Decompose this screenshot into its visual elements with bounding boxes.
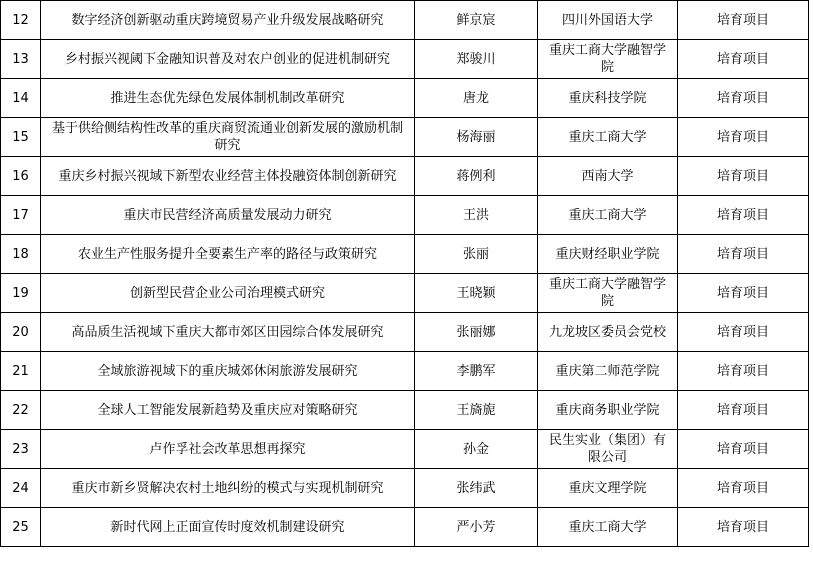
project-type: 培育项目	[678, 313, 809, 352]
project-type: 培育项目	[678, 391, 809, 430]
row-number: 19	[1, 274, 41, 313]
project-leader: 王晓颖	[415, 274, 538, 313]
organization: 重庆工商大学融智学院	[538, 274, 678, 313]
organization: 重庆工商大学	[538, 118, 678, 157]
organization: 重庆财经职业学院	[538, 235, 678, 274]
project-type: 培育项目	[678, 508, 809, 547]
project-type: 培育项目	[678, 40, 809, 79]
table-row	[1, 391, 809, 430]
project-type: 培育项目	[678, 274, 809, 313]
project-type: 培育项目	[678, 352, 809, 391]
organization: 重庆工商大学融智学院	[538, 40, 678, 79]
project-title: 推进生态优先绿色发展体制机制改革研究	[41, 79, 415, 118]
project-leader: 王洪	[415, 196, 538, 235]
project-title: 全域旅游视域下的重庆城郊休闲旅游发展研究	[41, 352, 415, 391]
project-type: 培育项目	[678, 79, 809, 118]
project-leader: 李鹏军	[415, 352, 538, 391]
project-title: 农业生产性服务提升全要素生产率的路径与政策研究	[41, 235, 415, 274]
table-row	[1, 196, 809, 235]
organization: 九龙坡区委员会党校	[538, 313, 678, 352]
project-leader: 张纬武	[415, 469, 538, 508]
row-number: 20	[1, 313, 41, 352]
project-type: 培育项目	[678, 157, 809, 196]
project-type: 培育项目	[678, 430, 809, 469]
project-leader: 郑骏川	[415, 40, 538, 79]
table-row	[1, 430, 809, 469]
project-type: 培育项目	[678, 196, 809, 235]
project-type: 培育项目	[678, 469, 809, 508]
table-row	[1, 118, 809, 157]
table-row	[1, 40, 809, 79]
project-title: 新时代网上正面宣传时度效机制建设研究	[41, 508, 415, 547]
project-title: 高品质生活视域下重庆大都市郊区田园综合体发展研究	[41, 313, 415, 352]
table-row	[1, 352, 809, 391]
table-row	[1, 469, 809, 508]
organization: 西南大学	[538, 157, 678, 196]
project-title: 乡村振兴视阈下金融知识普及对农户创业的促进机制研究	[41, 40, 415, 79]
project-table-body	[1, 1, 809, 547]
row-number: 22	[1, 391, 41, 430]
project-type: 培育项目	[678, 118, 809, 157]
project-title: 卢作孚社会改革思想再探究	[41, 430, 415, 469]
project-type: 培育项目	[678, 1, 809, 40]
table-row	[1, 235, 809, 274]
project-title: 全球人工智能发展新趋势及重庆应对策略研究	[41, 391, 415, 430]
project-title: 创新型民营企业公司治理模式研究	[41, 274, 415, 313]
project-type: 培育项目	[678, 235, 809, 274]
table-row	[1, 274, 809, 313]
row-number: 14	[1, 79, 41, 118]
organization: 重庆科技学院	[538, 79, 678, 118]
table-row	[1, 79, 809, 118]
row-number: 25	[1, 508, 41, 547]
project-title: 重庆乡村振兴视域下新型农业经营主体投融资体制创新研究	[41, 157, 415, 196]
project-title: 重庆市新乡贤解决农村土地纠纷的模式与实现机制研究	[41, 469, 415, 508]
row-number: 24	[1, 469, 41, 508]
project-leader: 蒋例利	[415, 157, 538, 196]
project-title: 数字经济创新驱动重庆跨境贸易产业升级发展战略研究	[41, 1, 415, 40]
project-leader: 王旖旎	[415, 391, 538, 430]
row-number: 23	[1, 430, 41, 469]
table-row	[1, 157, 809, 196]
organization: 重庆工商大学	[538, 508, 678, 547]
project-leader: 孙金	[415, 430, 538, 469]
table-row	[1, 1, 809, 40]
project-leader: 杨海丽	[415, 118, 538, 157]
organization: 重庆商务职业学院	[538, 391, 678, 430]
project-title: 重庆市民营经济高质量发展动力研究	[41, 196, 415, 235]
project-leader: 唐龙	[415, 79, 538, 118]
organization: 重庆工商大学	[538, 196, 678, 235]
row-number: 13	[1, 40, 41, 79]
organization: 民生实业（集团）有限公司	[538, 430, 678, 469]
project-title: 基于供给侧结构性改革的重庆商贸流通业创新发展的激励机制研究	[41, 118, 415, 157]
row-number: 21	[1, 352, 41, 391]
project-leader: 鲜京宸	[415, 1, 538, 40]
table-row	[1, 313, 809, 352]
project-leader: 张丽	[415, 235, 538, 274]
row-number: 12	[1, 1, 41, 40]
row-number: 17	[1, 196, 41, 235]
table-row	[1, 508, 809, 547]
organization: 重庆第二师范学院	[538, 352, 678, 391]
organization: 重庆文理学院	[538, 469, 678, 508]
row-number: 18	[1, 235, 41, 274]
project-leader: 张丽娜	[415, 313, 538, 352]
organization: 四川外国语大学	[538, 1, 678, 40]
row-number: 16	[1, 157, 41, 196]
row-number: 15	[1, 118, 41, 157]
project-leader: 严小芳	[415, 508, 538, 547]
